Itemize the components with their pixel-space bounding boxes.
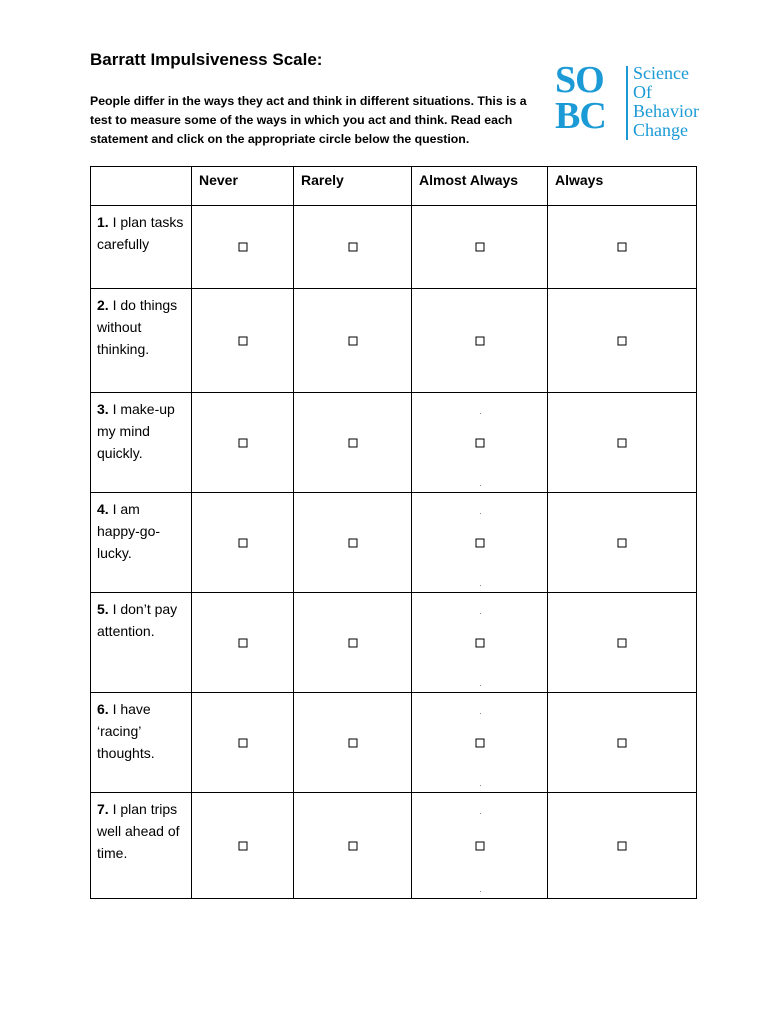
response-checkbox-never[interactable]: [238, 336, 247, 345]
question-text: [91, 289, 192, 393]
stray-dot: [480, 485, 481, 486]
logo-word-behavior: Behavior: [633, 101, 699, 121]
response-checkbox-almost-always[interactable]: [475, 438, 484, 447]
sobc-logo: [555, 59, 725, 147]
option-cell-rarely: [294, 493, 412, 593]
option-cell-never: [192, 593, 294, 693]
option-cell-rarely: [294, 206, 412, 289]
question-text: [91, 793, 192, 899]
question-text: [91, 206, 192, 289]
question-number: 1.: [97, 214, 109, 230]
question-row: [91, 793, 697, 899]
question-text: [91, 593, 192, 693]
response-checkbox-almost-always[interactable]: [475, 336, 484, 345]
response-checkbox-always[interactable]: [618, 538, 627, 547]
option-cell-never: [192, 793, 294, 899]
logo-word-change: Change: [633, 120, 688, 140]
stray-dot: [480, 585, 481, 586]
option-cell-almost-always: [412, 289, 548, 393]
header-never: Never: [192, 167, 294, 206]
header-almost-always: Almost Always: [412, 167, 548, 206]
response-checkbox-never[interactable]: [238, 438, 247, 447]
question-row: [91, 693, 697, 793]
option-cell-almost-always: [412, 693, 548, 793]
response-checkbox-almost-always[interactable]: [475, 243, 484, 252]
question-number: 2.: [97, 297, 109, 313]
response-checkbox-almost-always[interactable]: [475, 841, 484, 850]
option-cell-never: [192, 206, 294, 289]
response-checkbox-always[interactable]: [618, 438, 627, 447]
response-checkbox-never[interactable]: [238, 243, 247, 252]
option-cell-always: [548, 289, 697, 393]
option-cell-always: [548, 393, 697, 493]
question-statement: I don’t pay attention.: [97, 601, 178, 639]
logo-divider: [626, 66, 628, 140]
response-checkbox-always[interactable]: [618, 841, 627, 850]
question-row: [91, 593, 697, 693]
response-checkbox-always[interactable]: [618, 638, 627, 647]
option-cell-rarely: [294, 593, 412, 693]
option-cell-almost-always: [412, 593, 548, 693]
response-checkbox-always[interactable]: [618, 243, 627, 252]
response-checkbox-almost-always[interactable]: [475, 638, 484, 647]
option-cell-almost-always: [412, 393, 548, 493]
response-checkbox-almost-always[interactable]: [475, 538, 484, 547]
option-cell-almost-always: [412, 206, 548, 289]
question-text: [91, 493, 192, 593]
response-checkbox-rarely[interactable]: [348, 336, 357, 345]
logo-word-of: Of: [633, 82, 652, 102]
question-row: [91, 393, 697, 493]
header-rarely: Rarely: [294, 167, 412, 206]
option-cell-almost-always: [412, 793, 548, 899]
response-table: [90, 166, 697, 899]
question-number: 7.: [97, 801, 109, 817]
option-cell-never: [192, 289, 294, 393]
option-cell-rarely: [294, 393, 412, 493]
option-cell-rarely: [294, 793, 412, 899]
question-statement: I do things without thinking.: [97, 297, 178, 357]
stray-dot: [480, 685, 481, 686]
stray-dot: [480, 891, 481, 892]
stray-dot: [480, 713, 481, 714]
question-row: [91, 493, 697, 593]
response-checkbox-always[interactable]: [618, 336, 627, 345]
option-cell-always: [548, 593, 697, 693]
stray-dot: [480, 413, 481, 414]
option-cell-rarely: [294, 289, 412, 393]
response-checkbox-never[interactable]: [238, 841, 247, 850]
option-cell-rarely: [294, 693, 412, 793]
question-number: 5.: [97, 601, 109, 617]
response-checkbox-always[interactable]: [618, 738, 627, 747]
option-cell-never: [192, 693, 294, 793]
header-always: Always: [548, 167, 697, 206]
question-text: [91, 693, 192, 793]
response-checkbox-rarely[interactable]: [348, 538, 357, 547]
question-statement: I plan tasks carefully: [97, 214, 184, 252]
question-number: 4.: [97, 501, 109, 517]
header-blank: [91, 167, 192, 206]
response-checkbox-never[interactable]: [238, 638, 247, 647]
header-row: [91, 167, 697, 206]
page-title: Barratt Impulsiveness Scale:: [90, 50, 323, 69]
option-cell-always: [548, 493, 697, 593]
response-checkbox-rarely[interactable]: [348, 841, 357, 850]
instructions-text: People differ in the ways they act and think in different situations. This is a test to measure some of the ways in which you act and think. Read each statement and click on the appropriate circle below the question.: [90, 94, 527, 146]
option-cell-never: [192, 393, 294, 493]
response-checkbox-rarely[interactable]: [348, 243, 357, 252]
stray-dot: [480, 785, 481, 786]
response-checkbox-rarely[interactable]: [348, 438, 357, 447]
question-row: [91, 206, 697, 289]
logo-letters-top: SO: [555, 59, 604, 101]
question-statement: I am happy-go-lucky.: [97, 501, 161, 561]
option-cell-always: [548, 206, 697, 289]
question-text: [91, 393, 192, 493]
question-statement: I have ‘racing’ thoughts.: [97, 701, 155, 761]
response-checkbox-almost-always[interactable]: [475, 738, 484, 747]
question-statement: I plan trips well ahead of time.: [97, 801, 180, 861]
option-cell-always: [548, 793, 697, 899]
logo-letters-bottom: BC: [555, 95, 606, 137]
response-checkbox-rarely[interactable]: [348, 738, 357, 747]
response-checkbox-rarely[interactable]: [348, 638, 357, 647]
response-checkbox-never[interactable]: [238, 738, 247, 747]
option-cell-always: [548, 693, 697, 793]
option-cell-never: [192, 493, 294, 593]
question-number: 3.: [97, 401, 109, 417]
question-statement: I make-up my mind quickly.: [97, 401, 175, 461]
logo-word-science: Science: [633, 63, 689, 83]
stray-dot: [480, 613, 481, 614]
question-row: [91, 289, 697, 393]
option-cell-almost-always: [412, 493, 548, 593]
question-number: 6.: [97, 701, 109, 717]
stray-dot: [480, 813, 481, 814]
stray-dot: [480, 513, 481, 514]
response-checkbox-never[interactable]: [238, 538, 247, 547]
